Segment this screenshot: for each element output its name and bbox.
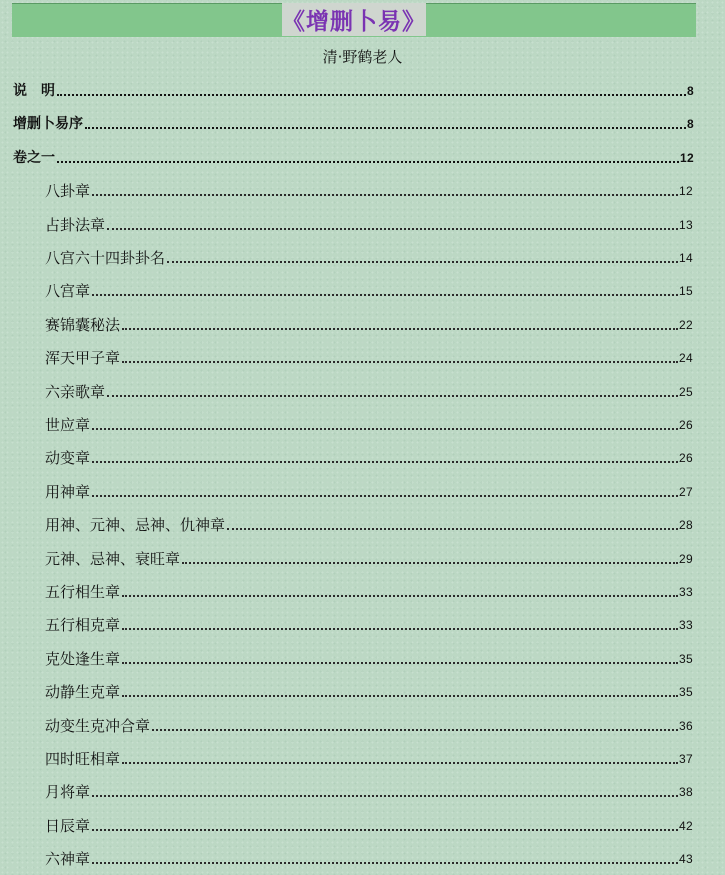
- toc-entry[interactable]: [45, 612, 693, 634]
- toc-entry[interactable]: [45, 278, 693, 300]
- toc-entry[interactable]: [45, 379, 693, 401]
- toc-entry[interactable]: [45, 445, 693, 467]
- toc-dot-leader: [57, 161, 679, 163]
- toc-entry[interactable]: [45, 245, 693, 267]
- toc-entry[interactable]: [45, 646, 693, 668]
- toc-entry[interactable]: [45, 512, 693, 534]
- toc-dot-leader: [122, 595, 678, 597]
- toc-entry-title: 动静生克章: [45, 683, 121, 701]
- toc-entry-title: 五行相克章: [45, 616, 121, 634]
- toc-dot-leader: [92, 862, 678, 864]
- toc-entry[interactable]: [45, 312, 693, 334]
- toc-entry[interactable]: [45, 779, 693, 801]
- toc-entry-page-number: 8: [687, 84, 694, 98]
- toc-entry[interactable]: [13, 145, 694, 167]
- toc-entry-page-number: 27: [679, 485, 693, 499]
- toc-entry[interactable]: [45, 846, 693, 868]
- toc-entry[interactable]: [13, 78, 694, 100]
- toc-entry-page-number: 29: [679, 552, 693, 566]
- toc-dot-leader: [122, 361, 678, 363]
- toc-dot-leader: [122, 695, 678, 697]
- toc-dot-leader: [122, 628, 678, 630]
- toc-entry-page-number: 38: [679, 785, 693, 799]
- toc-entry-page-number: 28: [679, 518, 693, 532]
- toc-dot-leader: [92, 795, 678, 797]
- toc-entry-page-number: 14: [679, 251, 693, 265]
- toc-entry-page-number: 22: [679, 318, 693, 332]
- toc-entry-page-number: 8: [687, 117, 694, 131]
- toc-entry[interactable]: [45, 479, 693, 501]
- toc-entry-title: 八卦章: [45, 182, 91, 200]
- toc-entry-page-number: 12: [680, 151, 694, 165]
- toc-entry-page-number: 42: [679, 819, 693, 833]
- toc-entry-title: 月将章: [45, 783, 91, 801]
- toc-dot-leader: [92, 495, 678, 497]
- toc-entry-title: 八宫章: [45, 282, 91, 300]
- toc-dot-leader: [85, 127, 686, 129]
- toc-entry-page-number: 13: [679, 218, 693, 232]
- toc-entry-title: 日辰章: [45, 817, 91, 835]
- toc-dot-leader: [152, 729, 678, 731]
- toc-entry-title: 六亲歌章: [45, 383, 106, 401]
- toc-entry-title: 动变章: [45, 449, 91, 467]
- toc-dot-leader: [122, 328, 678, 330]
- toc-entry[interactable]: [45, 713, 693, 735]
- toc-entry-page-number: 26: [679, 418, 693, 432]
- toc-dot-leader: [122, 762, 678, 764]
- toc-entry-page-number: 36: [679, 719, 693, 733]
- title-box: [282, 3, 426, 36]
- toc-entry[interactable]: [45, 546, 693, 568]
- toc-entry-page-number: 43: [679, 852, 693, 866]
- toc-entry-page-number: 25: [679, 385, 693, 399]
- toc-entry-title: 元神、忌神、衰旺章: [45, 550, 181, 568]
- toc-entry-title: 增删卜易序: [13, 116, 83, 132]
- toc-entry-title: 卷之一: [13, 150, 55, 166]
- toc-entry-page-number: 12: [679, 184, 693, 198]
- toc-dot-leader: [92, 428, 678, 430]
- toc-entry-page-number: 33: [679, 618, 693, 632]
- toc-dot-leader: [167, 261, 678, 263]
- toc-dot-leader: [182, 562, 678, 564]
- toc-entry-title: 占卦法章: [45, 216, 106, 234]
- toc-dot-leader: [92, 194, 678, 196]
- toc-dot-leader: [227, 528, 678, 530]
- toc-dot-leader: [92, 829, 678, 831]
- toc-entry[interactable]: [45, 178, 693, 200]
- toc-entry-page-number: 24: [679, 351, 693, 365]
- toc-entry-title: 克处逢生章: [45, 650, 121, 668]
- toc-entry-page-number: 35: [679, 652, 693, 666]
- toc-entry-title: 说 明: [13, 83, 55, 99]
- toc-entry-title: 世应章: [45, 416, 91, 434]
- toc-entry-title: 六神章: [45, 850, 91, 868]
- toc-entry-title: 浑天甲子章: [45, 349, 121, 367]
- toc-dot-leader: [92, 294, 678, 296]
- toc-entry-page-number: 15: [679, 284, 693, 298]
- toc-dot-leader: [57, 94, 686, 96]
- toc-dot-leader: [122, 662, 678, 664]
- toc-dot-leader: [107, 395, 678, 397]
- toc-entry[interactable]: [45, 746, 693, 768]
- toc-entry-title: 用神、元神、忌神、仇神章: [45, 516, 226, 534]
- toc-entry-title: 赛锦囊秘法: [45, 316, 121, 334]
- toc-entry-title: 动变生克冲合章: [45, 717, 151, 735]
- toc-entry-title: 五行相生章: [45, 583, 121, 601]
- toc-entry[interactable]: [45, 679, 693, 701]
- toc-entry-page-number: 26: [679, 451, 693, 465]
- toc-dot-leader: [107, 228, 678, 230]
- toc-entry[interactable]: [45, 813, 693, 835]
- author-line: 清·野鹤老人: [322, 48, 403, 66]
- toc-entry-page-number: 33: [679, 585, 693, 599]
- toc-entry-title: 四时旺相章: [45, 750, 121, 768]
- toc-entry[interactable]: [13, 111, 694, 133]
- toc-entry-title: 用神章: [45, 483, 91, 501]
- toc-entry[interactable]: [45, 345, 693, 367]
- toc-entry-page-number: 35: [679, 685, 693, 699]
- document-title: 《增删卜易》: [282, 8, 426, 35]
- toc-entry[interactable]: [45, 412, 693, 434]
- toc-dot-leader: [92, 461, 678, 463]
- toc-entry[interactable]: [45, 579, 693, 601]
- toc-entry-page-number: 37: [679, 752, 693, 766]
- toc-entry-title: 八宫六十四卦卦名: [45, 249, 166, 267]
- toc-entry[interactable]: [45, 212, 693, 234]
